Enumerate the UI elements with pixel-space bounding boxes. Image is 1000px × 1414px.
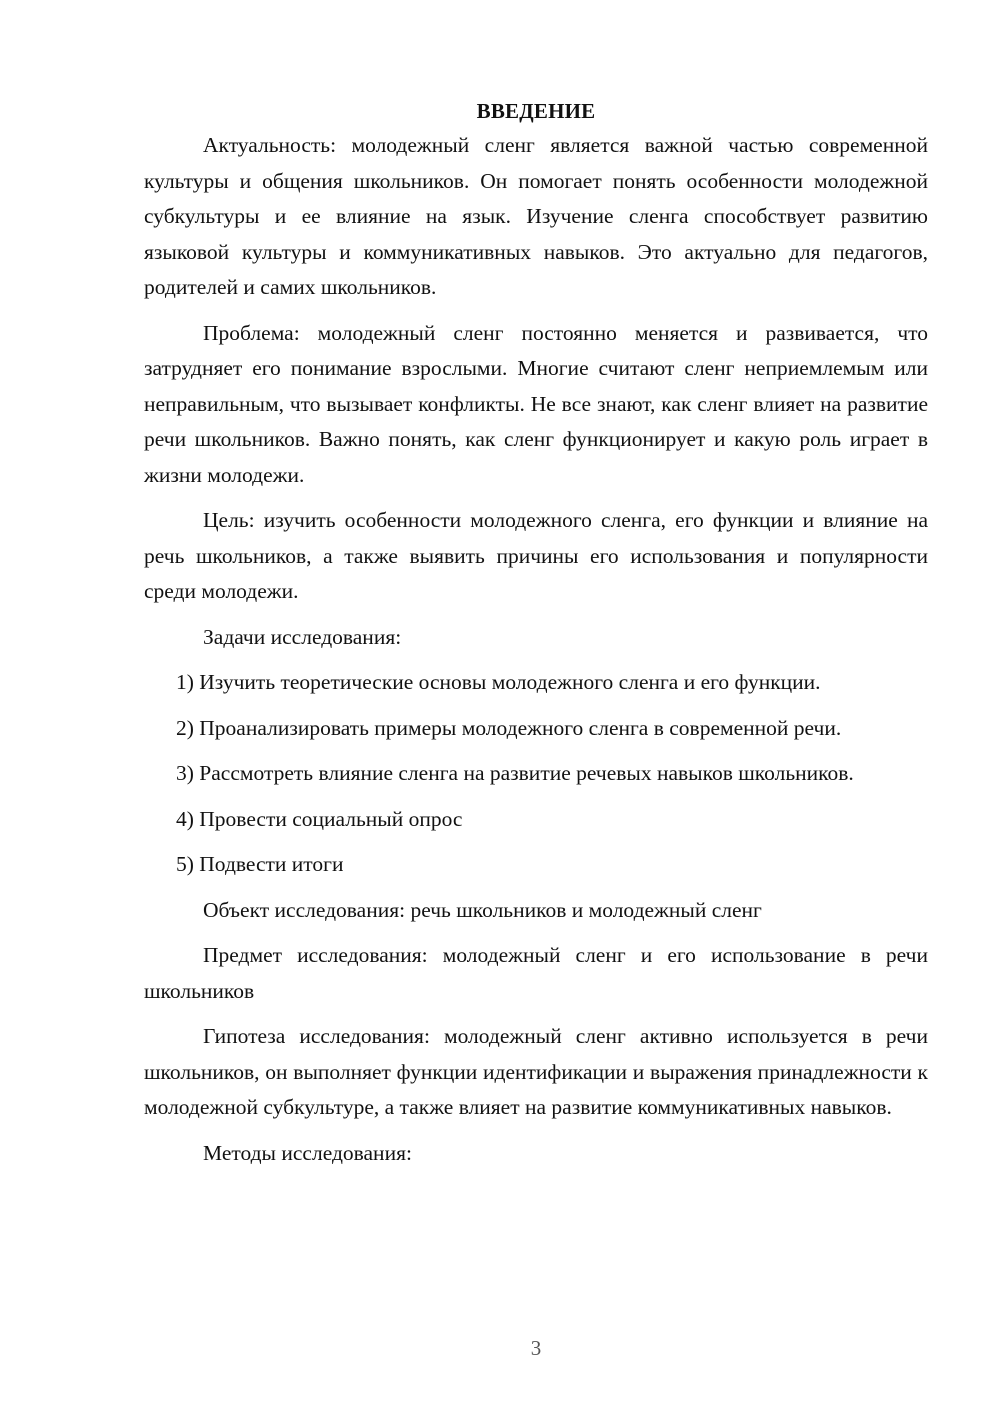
task-item: 1) Изучить теоретические основы молодежного сленга и его функции. (176, 670, 821, 694)
task-item: 5) Подвести итоги (176, 852, 344, 876)
paragraph-relevance: Актуальность: молодежный сленг является важной частью современной культуры и общения школьников. Он помогает понять особенности молодежной субкультуры и ее влияние на язык. Изучение сленга способствует развитию языковой культуры и коммуникативных навыков. Это актуально для педагогов, родителей и самих школьников. (144, 133, 928, 299)
paragraph-object: Объект исследования: речь школьников и молодежный сленг (203, 897, 762, 922)
paragraph-tasks-intro: Задачи исследования: (203, 624, 402, 649)
task-item: 3) Рассмотреть влияние сленга на развитие речевых навыков школьников. (176, 761, 854, 785)
section-heading: ВВЕДЕНИЕ (476, 99, 596, 123)
paragraph-problem: Проблема: молодежный сленг постоянно меняется и развивается, что затрудняет его понимание взрослыми. Многие считают сленг неприемлемым или неправильным, что вызывает конфликты. Не все знают, как сленг влияет на развитие речи школьников. Важно понять, как сленг функционирует и какую роль играет в жизни молодежи. (144, 320, 928, 487)
page-number: 3 (530, 1336, 542, 1360)
task-item: 4) Провести социальный опрос (176, 806, 463, 831)
paragraph-hypothesis: Гипотеза исследования: молодежный сленг активно используется в речи школьников, он выполняет функции идентификации и выражения принадлежности к молодежной субкультуре, а также влияет на развитие коммуникативных навыков. (144, 1024, 928, 1119)
task-item: 2) Проанализировать примеры молодежного сленга в современной речи. (176, 715, 842, 740)
paragraph-methods-intro: Методы исследования: (203, 1140, 412, 1165)
page-content (144, 96, 928, 1181)
paragraph-goal: Цель: изучить особенности молодежного сленга, его функции и влияние на речь школьников, а также выявить причины его использования и популярности среди молодежи. (144, 508, 928, 603)
paragraph-subject: Предмет исследования: молодежный сленг и его использование в речи школьников (144, 943, 928, 1003)
